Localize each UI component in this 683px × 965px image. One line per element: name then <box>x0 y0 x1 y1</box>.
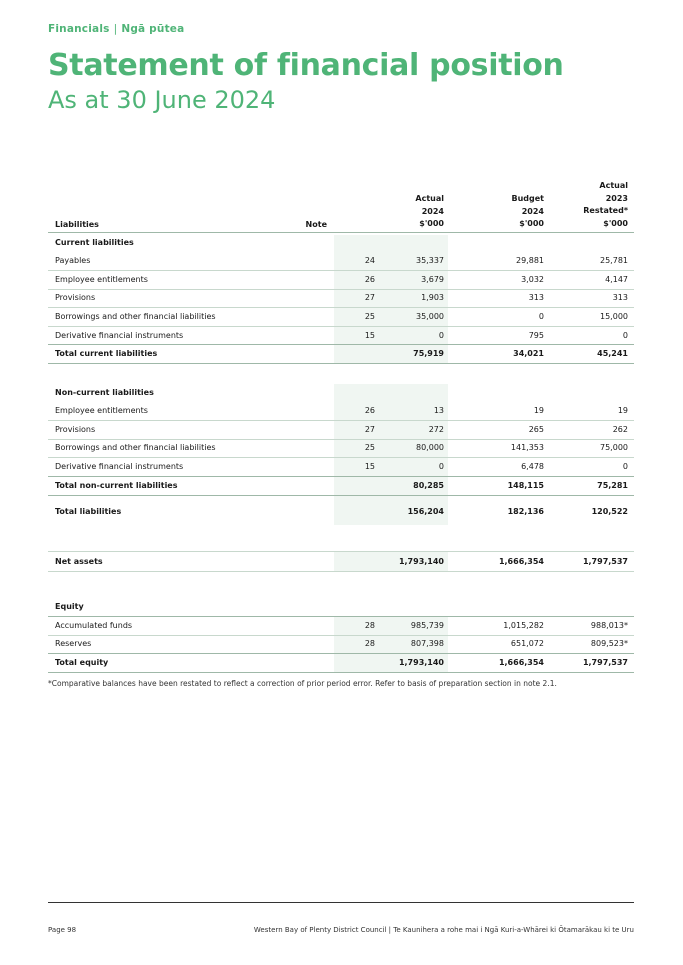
col-header-budget-line: 2024 <box>521 206 544 216</box>
table-row <box>48 252 634 270</box>
table-row <box>48 635 634 653</box>
total-actual: 80,285 <box>413 481 444 490</box>
row-label: Employee entitlements <box>55 406 148 415</box>
col-header-budget <box>484 193 544 231</box>
row-prior: 4,147 <box>605 275 628 284</box>
row-actual: 985,739 <box>410 621 444 630</box>
row-prior: 809,523* <box>590 639 628 648</box>
row-label: Derivative financial instruments <box>55 331 184 340</box>
row-note: 24 <box>364 256 375 265</box>
row-note: 27 <box>364 425 375 434</box>
net-assets-actual: 1,793,140 <box>398 557 444 566</box>
total-budget: 34,021 <box>513 349 544 358</box>
table-row <box>48 289 634 307</box>
table-row <box>48 439 634 457</box>
total-rule <box>48 672 634 673</box>
col-header-actual-line: Actual <box>415 194 444 203</box>
row-label: Employee entitlements <box>55 275 148 284</box>
total-prior: 120,522 <box>591 507 628 516</box>
net-assets-rule <box>48 571 634 572</box>
total-budget: 182,136 <box>507 507 544 516</box>
page-title: Statement of financial position <box>48 48 564 83</box>
table-row <box>48 402 634 420</box>
net-assets-row <box>48 553 634 571</box>
row-prior: 0 <box>622 331 628 340</box>
row-budget: 1,015,282 <box>503 621 544 630</box>
total-row <box>48 654 634 672</box>
section-heading-label: Equity <box>55 602 84 611</box>
total-label: Total current liabilities <box>55 349 158 358</box>
col-header-liabilities: Liabilities <box>55 220 99 229</box>
row-note: 28 <box>364 621 375 630</box>
row-budget: 0 <box>538 312 544 321</box>
col-header-prior-line: 2023 <box>605 193 628 203</box>
row-note: 27 <box>364 293 375 302</box>
header-rule <box>48 232 634 233</box>
section-heading-label: Non-current liabilities <box>55 388 154 397</box>
row-actual: 807,398 <box>410 639 444 648</box>
row-budget: 3,032 <box>521 275 544 284</box>
section-heading <box>48 234 634 252</box>
table-row <box>48 617 634 635</box>
row-actual: 80,000 <box>416 443 444 452</box>
row-label: Borrowings and other financial liabilities <box>55 312 216 321</box>
row-note: 26 <box>364 406 375 415</box>
total-row <box>48 345 634 363</box>
row-actual: 1,903 <box>421 293 444 302</box>
row-budget: 6,478 <box>521 462 544 471</box>
total-label: Total liabilities <box>55 507 122 516</box>
row-actual: 35,337 <box>416 256 444 265</box>
row-budget: 795 <box>528 331 544 340</box>
section-heading <box>48 598 634 616</box>
net-assets-label: Net assets <box>55 557 103 566</box>
total-rule <box>48 363 634 364</box>
table-row <box>48 458 634 476</box>
row-prior: 0 <box>622 462 628 471</box>
net-assets-rule <box>48 551 634 552</box>
row-label: Provisions <box>55 293 96 302</box>
row-note: 25 <box>364 443 375 452</box>
section-label: Financials <box>48 23 110 35</box>
row-actual: 0 <box>438 462 444 471</box>
table-row <box>48 327 634 345</box>
row-prior: 75,000 <box>600 443 628 452</box>
total-actual: 1,793,140 <box>398 658 444 667</box>
col-header-prior-line: Restated* <box>583 206 628 215</box>
col-header-budget-line: Budget <box>511 194 544 203</box>
row-label: Borrowings and other financial liabilities <box>55 443 216 452</box>
section-header <box>48 23 184 35</box>
col-header-prior-line: $'000 <box>603 218 628 228</box>
row-actual: 3,679 <box>421 275 444 284</box>
row-actual: 0 <box>438 331 444 340</box>
row-budget: 265 <box>528 425 544 434</box>
total-prior: 1,797,537 <box>582 658 628 667</box>
row-label: Accumulated funds <box>55 621 133 630</box>
col-header-actual <box>384 193 444 231</box>
row-note: 26 <box>364 275 375 284</box>
table-row <box>48 308 634 326</box>
col-header-note: Note <box>305 220 327 229</box>
total-prior: 75,281 <box>597 481 628 490</box>
section-heading-label: Current liabilities <box>55 238 134 247</box>
row-actual: 13 <box>433 406 444 415</box>
row-budget: 29,881 <box>516 256 544 265</box>
row-prior: 313 <box>612 293 628 302</box>
col-header-prior-line: Actual <box>599 181 628 190</box>
total-actual: 75,919 <box>413 349 444 358</box>
row-note: 15 <box>364 462 375 471</box>
row-actual: 272 <box>428 425 444 434</box>
table-row <box>48 271 634 289</box>
col-header-prior <box>566 180 628 230</box>
section-heading <box>48 384 634 402</box>
total-budget: 1,666,354 <box>498 658 544 667</box>
row-prior: 262 <box>612 425 628 434</box>
row-label: Provisions <box>55 425 96 434</box>
row-note: 25 <box>364 312 375 321</box>
header-separator: | <box>113 23 118 35</box>
row-label: Derivative financial instruments <box>55 462 184 471</box>
total-label: Total equity <box>55 658 109 667</box>
total-actual: 156,204 <box>407 507 444 516</box>
total-prior: 45,241 <box>597 349 628 358</box>
row-budget: 19 <box>533 406 544 415</box>
section-label-maori: Ngā pūtea <box>121 23 185 35</box>
col-header-actual-line: $'000 <box>419 219 444 228</box>
row-prior: 25,781 <box>600 256 628 265</box>
footer-rule <box>48 902 634 903</box>
page-subtitle: As at 30 June 2024 <box>48 86 276 114</box>
row-note: 28 <box>364 639 375 648</box>
row-budget: 651,072 <box>510 639 544 648</box>
row-actual: 35,000 <box>416 312 444 321</box>
table-row <box>48 421 634 439</box>
footnote: *Comparative balances have been restated to reflect a correction of prior period error. Refer to basis of preparation section in note 2.1. <box>48 679 557 688</box>
net-assets-prior: 1,797,537 <box>582 557 628 566</box>
page-number: Page 98 <box>48 926 77 934</box>
total-rule <box>48 495 634 496</box>
footer-org: Western Bay of Plenty District Council | Te Kaunihera a rohe mai i Ngā Kuri-a-Whārei ki Ōtamarākau ki te Uru <box>253 926 634 934</box>
row-budget: 313 <box>528 293 544 302</box>
row-prior: 15,000 <box>600 312 628 321</box>
col-header-actual-line: 2024 <box>421 206 444 216</box>
total-row <box>48 477 634 495</box>
row-budget: 141,353 <box>510 443 544 452</box>
net-assets-budget: 1,666,354 <box>498 557 544 566</box>
row-prior: 19 <box>617 406 628 415</box>
row-note: 15 <box>364 331 375 340</box>
row-prior: 988,013* <box>590 621 628 630</box>
row-label: Payables <box>55 256 91 265</box>
total-label: Total non-current liabilities <box>55 481 178 490</box>
row-label: Reserves <box>55 639 92 648</box>
col-header-budget-line: $'000 <box>519 219 544 228</box>
total-budget: 148,115 <box>507 481 544 490</box>
total-liabilities-row <box>48 503 634 521</box>
